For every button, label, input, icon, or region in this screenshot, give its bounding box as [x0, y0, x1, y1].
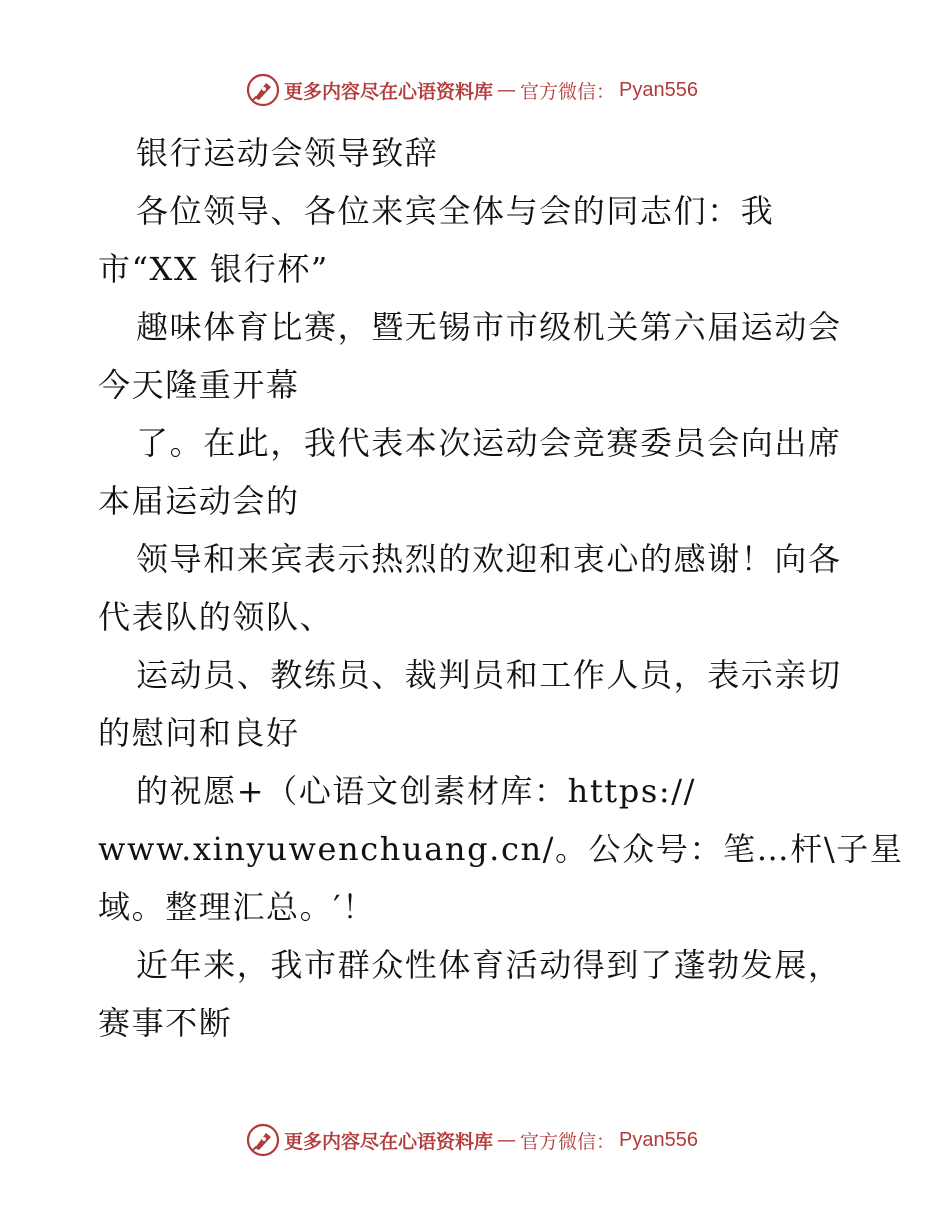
- pen-nib-logo-icon: [246, 73, 280, 107]
- document-line: 今天隆重开幕: [98, 366, 300, 404]
- header-banner: [0, 70, 950, 110]
- document-line: 运动员、教练员、裁判员和工作人员，表示亲切: [136, 656, 842, 694]
- document-line: 本届运动会的: [98, 482, 300, 520]
- document-line: 赛事不断: [98, 1004, 233, 1042]
- pen-nib-logo-icon: [246, 1123, 280, 1157]
- footer-site-text: 更多内容尽在心语资料库: [284, 1130, 494, 1153]
- document-line: 域。整理汇总。′！: [98, 888, 376, 926]
- header-wechat-label: 官方微信：: [520, 80, 616, 103]
- footer-wechat-label: 官方微信：: [520, 1130, 616, 1153]
- document-line: 代表队的领队、: [98, 598, 334, 636]
- header-wechat-id: Pyan556: [619, 78, 698, 101]
- document-line: 的慰问和良好: [98, 714, 300, 752]
- document-line: 了。在此，我代表本次运动会竞赛委员会向出席: [136, 424, 842, 462]
- document-line: 趣味体育比赛，暨无锡市市级机关第六届运动会: [136, 308, 842, 346]
- footer-separator: —: [497, 1129, 517, 1151]
- document-line: 近年来，我市群众性体育活动得到了蓬勃发展，: [136, 946, 842, 984]
- document-title: 银行运动会领导致辞: [136, 134, 439, 172]
- header-banner-inner: [246, 73, 698, 107]
- footer-banner: [0, 1120, 950, 1160]
- document-line: www.xinyuwenchuang.cn/。公众号：笔…杆\子星: [98, 830, 904, 868]
- footer-banner-inner: [246, 1123, 698, 1157]
- header-separator: —: [497, 79, 517, 101]
- document-line: 各位领导、各位来宾全体与会的同志们：我: [136, 192, 775, 230]
- header-site-text: 更多内容尽在心语资料库: [284, 80, 494, 103]
- document-line: 市“XX 银行杯”: [98, 250, 329, 288]
- footer-wechat-id: Pyan556: [619, 1128, 698, 1151]
- document-body: [98, 124, 904, 1052]
- document-line: 领导和来宾表示热烈的欢迎和衷心的感谢！向各: [136, 540, 842, 578]
- document-line: 的祝愿+（心语文创素材库：https://: [136, 772, 696, 810]
